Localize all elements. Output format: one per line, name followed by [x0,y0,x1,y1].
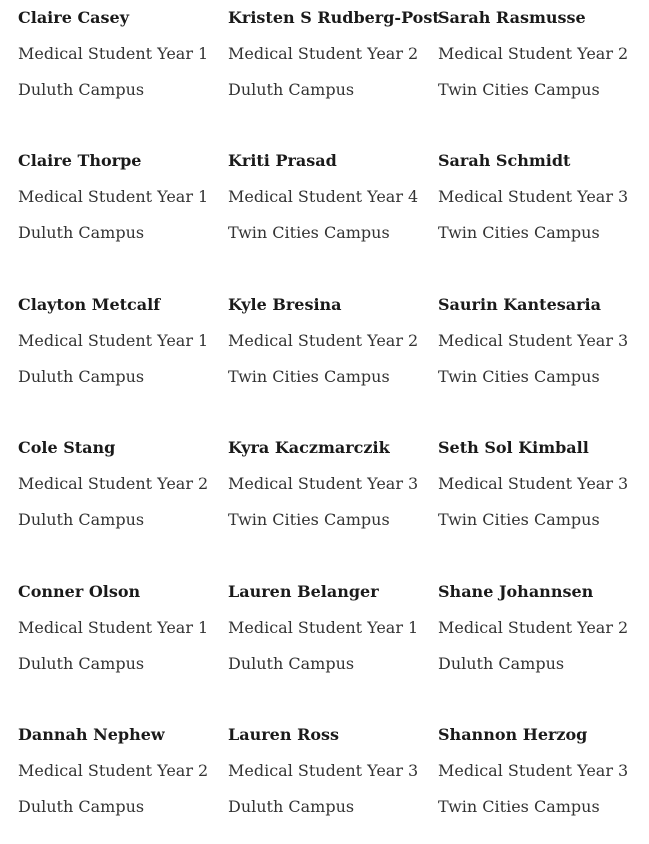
person-year: Medical Student Year 3 [438,474,629,493]
person-campus: Duluth Campus [18,223,145,242]
person-campus: Duluth Campus [228,654,355,673]
person-campus: Duluth Campus [18,797,145,816]
person-campus: Twin Cities Campus [228,223,390,242]
person-year: Medical Student Year 2 [228,331,419,350]
person-name[interactable]: Lauren Belanger [228,582,379,601]
person-name[interactable]: Conner Olson [18,582,141,601]
person-name[interactable]: Cole Stang [18,438,116,457]
person-year: Medical Student Year 4 [228,187,419,206]
person-name[interactable]: Claire Casey [18,8,130,27]
person-campus: Duluth Campus [18,80,145,99]
person-name[interactable]: Kristen S Rudberg-Post [228,8,440,27]
person-name[interactable]: Kriti Prasad [228,151,337,170]
person-campus: Twin Cities Campus [228,367,390,386]
person-name[interactable]: Lauren Ross [228,725,340,744]
person-year: Medical Student Year 3 [438,761,629,780]
person-name[interactable]: Seth Sol Kimball [438,438,589,457]
person-year: Medical Student Year 3 [438,187,629,206]
person-campus: Twin Cities Campus [438,80,600,99]
person-campus: Duluth Campus [18,367,145,386]
person-year: Medical Student Year 2 [438,618,629,637]
person-name[interactable]: Shane Johannsen [438,582,594,601]
person-year: Medical Student Year 2 [438,44,629,63]
person-year: Medical Student Year 3 [228,761,419,780]
person-year: Medical Student Year 2 [18,474,209,493]
person-campus: Twin Cities Campus [228,510,390,529]
person-campus: Duluth Campus [18,654,145,673]
person-name[interactable]: Kyle Bresina [228,295,342,314]
person-name[interactable]: Shannon Herzog [438,725,588,744]
person-name[interactable]: Kyra Kaczmarczik [228,438,390,457]
person-year: Medical Student Year 1 [18,187,209,206]
person-campus: Twin Cities Campus [438,223,600,242]
person-year: Medical Student Year 3 [228,474,419,493]
person-year: Medical Student Year 2 [18,761,209,780]
person-campus: Twin Cities Campus [438,367,600,386]
person-name[interactable]: Sarah Schmidt [438,151,571,170]
person-campus: Duluth Campus [438,654,565,673]
person-year: Medical Student Year 2 [228,44,419,63]
person-campus: Duluth Campus [228,80,355,99]
person-name[interactable]: Clayton Metcalf [18,295,161,314]
person-campus: Twin Cities Campus [438,797,600,816]
person-year: Medical Student Year 3 [438,331,629,350]
person-name[interactable]: Sarah Rasmusse [438,8,586,27]
person-year: Medical Student Year 1 [18,331,209,350]
person-name[interactable]: Claire Thorpe [18,151,142,170]
person-year: Medical Student Year 1 [18,44,209,63]
person-year: Medical Student Year 1 [18,618,209,637]
person-campus: Twin Cities Campus [438,510,600,529]
person-name[interactable]: Dannah Nephew [18,725,165,744]
person-campus: Duluth Campus [228,797,355,816]
person-name[interactable]: Saurin Kantesaria [438,295,601,314]
person-year: Medical Student Year 1 [228,618,419,637]
person-campus: Duluth Campus [18,510,145,529]
